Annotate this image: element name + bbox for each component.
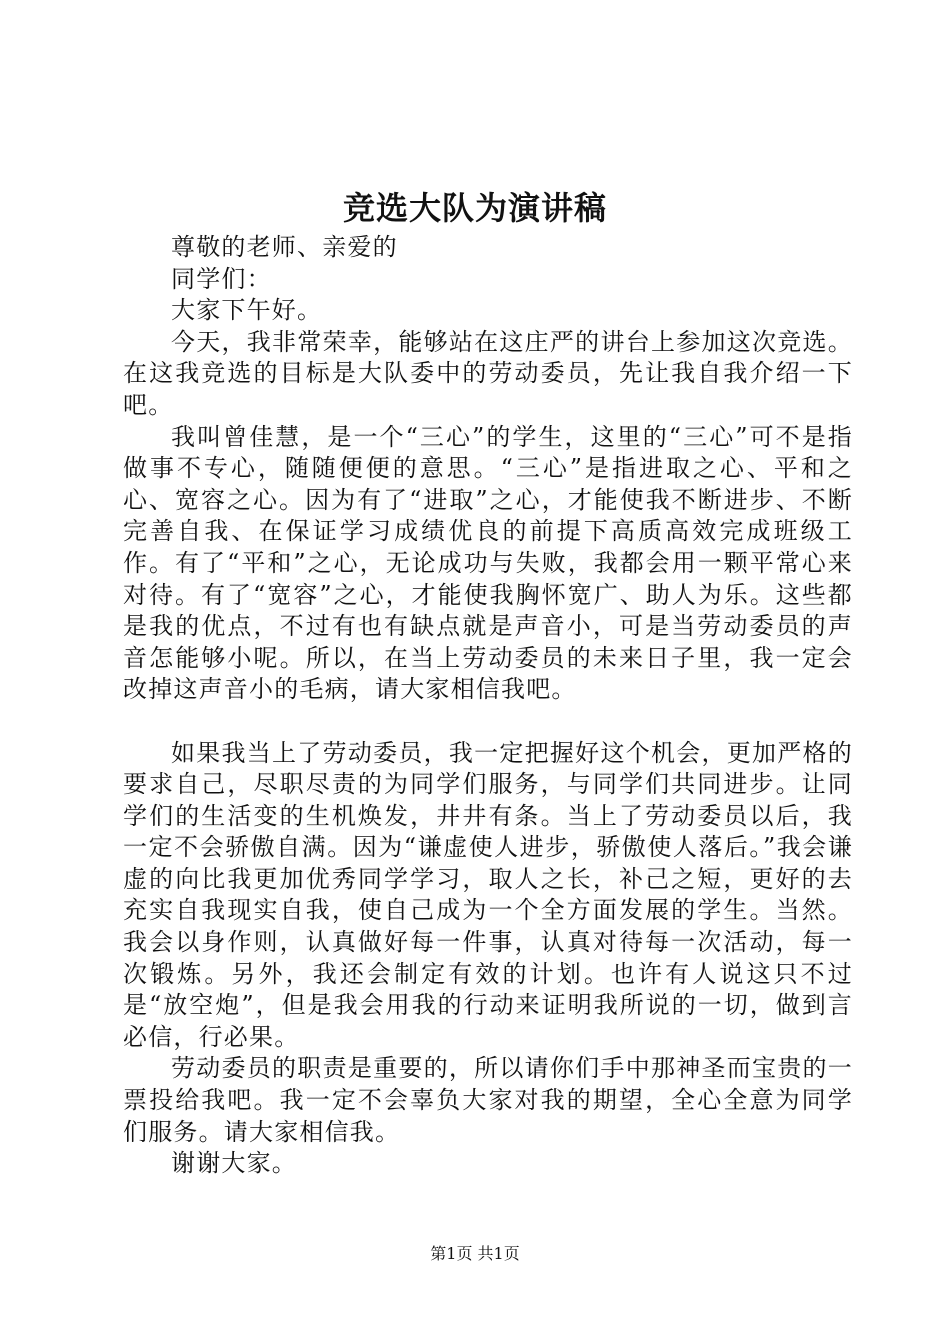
page-footer: 第1页 共1页: [430, 1244, 520, 1263]
paragraph-plan: 如果我当上了劳动委员，我一定把握好这个机会，更加严格的要求自己，尽职尽责的为同学们服务，与同学们共同进步。让同学们的生活变的生机焕发，井井有条。当上了劳动委员以后，我一定不会骄傲自满。因为“谦虚使人进步，骄傲使人落后。”我会谦虚的向比我更加优秀同学学习，取人之长，补己之短，更好的去充实自我现实自我，使自己成为一个全方面发展的学生。当然。我会以身作则，认真做好每一件事，认真对待每一次活动，每一次锻炼。另外，我还会制定有效的计划。也许有人说这只不过是“放空炮”，但是我会用我的行动来证明我所说的一切，做到言必信，行必果。: [123, 738, 853, 1051]
paragraph-intro: 今天，我非常荣幸，能够站在这庄严的讲台上参加这次竞选。在这我竞选的目标是大队委中的劳动委员，先让我自我介绍一下吧。: [123, 327, 853, 419]
paragraph-appeal: 劳动委员的职责是重要的，所以请你们手中那神圣而宝贵的一票投给我吧。我一定不会辜负大家对我的期望，全心全意为同学们服务。请大家相信我。: [123, 1054, 853, 1146]
paragraph-thanks: 谢谢大家。: [171, 1149, 297, 1178]
greeting-line-2: 同学们：: [171, 264, 272, 293]
document-title: 竞选大队为演讲稿: [342, 189, 607, 227]
greeting-line-1: 尊敬的老师、亲爱的: [171, 233, 398, 261]
paragraph-self-description: 我叫曾佳慧，是一个“三心”的学生，这里的“三心”可不是指做事不专心，随随便便的意思。“三心”是指进取之心、平和之心、宽容之心。因为有了“进取”之心，才能使我不断进步、不断完善自我、在保证学习成绩优良的前提下高质高效完成班级工作。有了“平和”之心，无论成功与失败，我都会用一颗平常心来对待。有了“宽容”之心，才能使我胸怀宽广、助人为乐。这些都是我的优点，不过有也有缺点就是声音小，可是当劳动委员的声音怎能够小呢。所以，在当上劳动委员的未来日子里，我一定会改掉这声音小的毛病，请大家相信我吧。: [123, 422, 853, 704]
document-body: [123, 232, 853, 1180]
greeting-line-3: 大家下午好。: [171, 296, 323, 325]
